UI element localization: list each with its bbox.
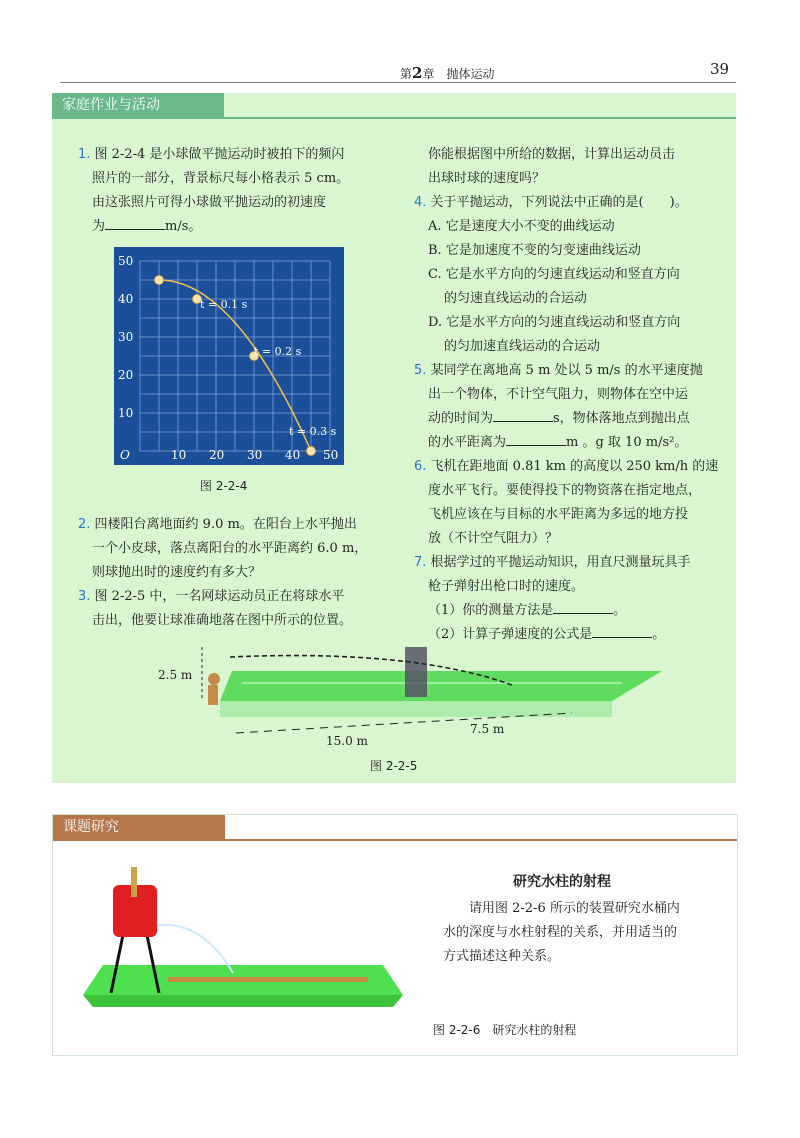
question-1: 1. 图 2-2-4 是小球做平抛运动时被拍下的频闪 照片的一部分，背景标尺每小格表示 5 cm。 由这张照片可得小球做平抛运动的初速度 为 m/s。 [78, 147, 350, 234]
option-c: C. 它是水平方向的匀速直线运动和竖直方向 [428, 267, 680, 282]
x-tick-label: 50 [323, 448, 339, 462]
court-front-edge [220, 701, 612, 717]
measuring-ruler [168, 977, 368, 982]
answer-blank[interactable] [553, 612, 613, 614]
x-tick-label: 10 [171, 448, 187, 462]
question-7: 7. 根据学过的平抛运动知识，用直尺测量玩具手 枪子弹射出枪口时的速度。 （1）你的测量方法是 。 （2）计算子弹速度的公式是 。 [414, 555, 691, 642]
ball-point [155, 276, 164, 285]
figure-2-2-4-caption: 图 2-2-4 [200, 479, 248, 493]
x-tick-label: 30 [247, 448, 263, 462]
question-3: 3. 图 2-2-5 中，一名网球运动员正在将球水平 击出，他要让球准确地落在图中所示的位置。 [78, 589, 353, 628]
figure-2-2-6-caption: 图 2-2-6 研究水柱的射程 [433, 1023, 577, 1037]
y-tick-label: 20 [118, 368, 134, 382]
ball-point [307, 447, 316, 456]
running-header [0, 0, 800, 90]
answer-blank[interactable] [592, 636, 652, 638]
question-4: 4. 关于平抛运动，下列说法中正确的是( )。 A. 它是速度大小不变的曲线运动 B. 它是加速度不变的匀变速曲线运动 C. 它是水平方向的匀速直线运动和竖直方向 的匀速直线运动的合运动 D. 它是水平方向的匀速直线运动和竖直方向 的匀加速直线运动的合运动 [414, 195, 688, 354]
question-3-continued: 你能根据图中所给的数据，计算出运动员击 出球时球的速度吗？ [428, 147, 676, 186]
option-a: A. 它是速度大小不变的曲线运动 [428, 219, 615, 234]
player-figure [208, 673, 220, 685]
y-tick-label: 10 [118, 406, 134, 420]
origin-label: O [120, 448, 130, 462]
figure-2-2-5 [152, 641, 672, 751]
option-d: D. 它是水平方向的匀速直线运动和竖直方向 [428, 315, 681, 330]
tennis-net [405, 647, 427, 697]
height-label: 2.5 m [158, 668, 193, 682]
option-b: B. 它是加速度不变的匀变速曲线运动 [428, 243, 641, 258]
y-tick-label: 50 [118, 254, 134, 268]
answer-blank[interactable] [506, 444, 566, 446]
player-body [208, 685, 218, 705]
annotation-t1: t = 0.1 s [200, 298, 248, 311]
homework-tab-rule [52, 117, 736, 119]
page-number: 39 [710, 60, 730, 78]
homework-tab: 家庭作业与活动 [52, 93, 224, 117]
question-5: 5. 某同学在离地高 5 m 处以 5 m/s 的水平速度抛 出一个物体，不计空气阻力，则物体在空中运 动的时间为 s，物体落地点到抛出点 的水平距离为 m 。g 取 10 m/s²。 [414, 363, 703, 450]
answer-blank[interactable] [105, 228, 165, 230]
figure-2-2-4 [114, 247, 344, 465]
distance-label-1: 15.0 m [326, 734, 368, 748]
tennis-court [220, 671, 662, 701]
annotation-t2: t = 0.2 s [254, 345, 302, 358]
distance-label-2: 7.5 m [470, 722, 505, 736]
x-tick-label: 20 [209, 448, 225, 462]
header-rule [60, 82, 736, 83]
tray-edge [83, 995, 403, 1007]
research-text: 请用图 2-2-6 所示的装置研究水桶内 水的深度与水柱射程的关系，并用适当的 方式描述这种关系。 [443, 901, 680, 964]
homework-panel [52, 93, 736, 783]
bucket-scale [131, 867, 137, 897]
research-panel [52, 814, 738, 1056]
figure-2-2-6 [73, 865, 413, 1015]
y-tick-label: 40 [118, 292, 134, 306]
question-6: 6. 飞机在距地面 0.81 km 的高度以 250 km/h 的速 度水平飞行。要使得投下的物资落在指定地点， 飞机应该在与目标的水平距离为多远的地方投 放（不计空气阻力）？ [414, 459, 719, 546]
figure-2-2-5-caption: 图 2-2-5 [370, 759, 418, 773]
research-title: 研究水柱的射程 [513, 874, 611, 890]
x-tick-label: 40 [285, 448, 301, 462]
annotation-t3: t = 0.3 s [289, 425, 337, 438]
answer-blank[interactable] [493, 420, 553, 422]
y-tick-label: 30 [118, 330, 134, 344]
question-2: 2. 四楼阳台离地面约 9.0 m。在阳台上水平抛出 一个小皮球，落点离阳台的水平距离约 6.0 m， 则球抛出时的速度约有多大？ [78, 517, 368, 580]
research-tab: 课题研究 [53, 815, 225, 839]
research-tab-rule [53, 839, 737, 841]
chapter-label: 第2章 抛体运动 [400, 64, 495, 82]
